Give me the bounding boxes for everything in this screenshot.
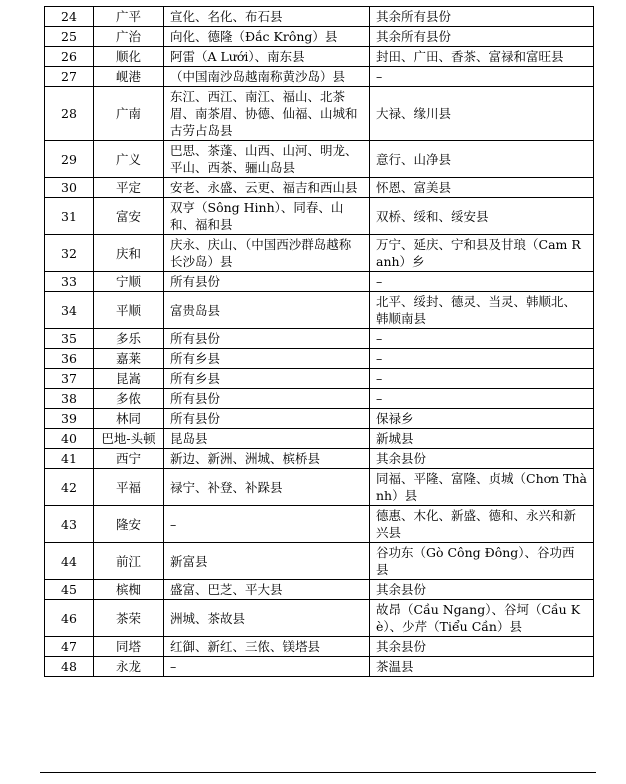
- table-row: [45, 657, 594, 677]
- county-list-b-cell: 双桥、绥和、绥安县: [370, 198, 594, 235]
- table-row: [45, 47, 594, 67]
- table-row: [45, 198, 594, 235]
- province-cell: 同塔: [94, 637, 164, 657]
- row-number-cell: 28: [45, 87, 94, 141]
- province-cell: 广义: [94, 141, 164, 178]
- table-row: [45, 369, 594, 389]
- county-list-a-cell: 安老、永盛、云更、福吉和西山县: [164, 178, 370, 198]
- table-row: [45, 87, 594, 141]
- county-list-b-cell: 故昂（Cầu Ngang）、谷坷（Cầu Kè）、少芹（Tiểu Cần）县: [370, 600, 594, 637]
- province-cell: 巴地-头顿: [94, 429, 164, 449]
- county-list-b-cell: 谷功东（Gò Công Đông）、谷功西县: [370, 543, 594, 580]
- table-row: [45, 292, 594, 329]
- province-cell: 茶荣: [94, 600, 164, 637]
- county-list-b-cell: 茶温县: [370, 657, 594, 677]
- province-cell: 富安: [94, 198, 164, 235]
- county-list-a-cell: （中国南沙岛越南称黄沙岛）县: [164, 67, 370, 87]
- table-row: [45, 600, 594, 637]
- table-row: [45, 409, 594, 429]
- province-cell: 多乐: [94, 329, 164, 349]
- table-row: [45, 329, 594, 349]
- county-list-a-cell: 所有县份: [164, 329, 370, 349]
- county-list-b-cell: 同福、平隆、富隆、贞城（Chơn Thành）县: [370, 469, 594, 506]
- county-list-a-cell: 新边、新洲、洲城、槟桥县: [164, 449, 370, 469]
- row-number-cell: 40: [45, 429, 94, 449]
- county-table: [44, 6, 594, 677]
- row-number-cell: 25: [45, 27, 94, 47]
- county-list-b-cell: 万宁、延庆、宁和县及甘琅（Cam Ranh）乡: [370, 235, 594, 272]
- row-number-cell: 26: [45, 47, 94, 67]
- county-list-a-cell: 新富县: [164, 543, 370, 580]
- county-list-b-cell: 新城县: [370, 429, 594, 449]
- province-cell: 广南: [94, 87, 164, 141]
- row-number-cell: 24: [45, 7, 94, 27]
- county-list-b-cell: 其余县份: [370, 637, 594, 657]
- table-row: [45, 141, 594, 178]
- county-list-a-cell: 双亨（Sông Hinh）、同春、山和、福和县: [164, 198, 370, 235]
- county-list-b-cell: 德惠、木化、新盛、德和、永兴和新兴县: [370, 506, 594, 543]
- county-list-b-cell: –: [370, 389, 594, 409]
- county-list-a-cell: 禄宁、补登、补跺县: [164, 469, 370, 506]
- county-list-b-cell: –: [370, 369, 594, 389]
- province-cell: 槟椥: [94, 580, 164, 600]
- county-list-b-cell: –: [370, 67, 594, 87]
- county-list-b-cell: 其余所有县份: [370, 7, 594, 27]
- county-list-a-cell: 阿雷（A Lưới）、南东县: [164, 47, 370, 67]
- province-cell: 广治: [94, 27, 164, 47]
- province-cell: 昆嵩: [94, 369, 164, 389]
- row-number-cell: 27: [45, 67, 94, 87]
- row-number-cell: 29: [45, 141, 94, 178]
- province-cell: 岘港: [94, 67, 164, 87]
- table-row: [45, 389, 594, 409]
- county-list-a-cell: 巴思、茶蓬、山西、山河、明龙、平山、西茶、骊山岛县: [164, 141, 370, 178]
- province-cell: 平顺: [94, 292, 164, 329]
- row-number-cell: 44: [45, 543, 94, 580]
- county-list-b-cell: 封田、广田、香茶、富禄和富旺县: [370, 47, 594, 67]
- table-row: [45, 543, 594, 580]
- county-list-a-cell: 昆岛县: [164, 429, 370, 449]
- province-cell: 平定: [94, 178, 164, 198]
- row-number-cell: 31: [45, 198, 94, 235]
- county-list-b-cell: 保禄乡: [370, 409, 594, 429]
- table-row: [45, 506, 594, 543]
- county-list-b-cell: –: [370, 329, 594, 349]
- row-number-cell: 45: [45, 580, 94, 600]
- county-list-a-cell: 红御、新红、三侬、镁塔县: [164, 637, 370, 657]
- bottom-rule: [40, 772, 596, 773]
- row-number-cell: 36: [45, 349, 94, 369]
- county-list-a-cell: 所有乡县: [164, 349, 370, 369]
- table-row: [45, 429, 594, 449]
- county-list-b-cell: 其余县份: [370, 449, 594, 469]
- province-cell: 广平: [94, 7, 164, 27]
- county-list-a-cell: 洲城、茶故县: [164, 600, 370, 637]
- table-row: [45, 637, 594, 657]
- table-row: [45, 67, 594, 87]
- county-list-b-cell: 怀恩、富美县: [370, 178, 594, 198]
- province-cell: 庆和: [94, 235, 164, 272]
- row-number-cell: 39: [45, 409, 94, 429]
- row-number-cell: 30: [45, 178, 94, 198]
- table-row: [45, 580, 594, 600]
- table-row: [45, 449, 594, 469]
- county-list-a-cell: 所有县份: [164, 409, 370, 429]
- county-list-b-cell: –: [370, 349, 594, 369]
- table-row: [45, 469, 594, 506]
- county-list-a-cell: 所有县份: [164, 389, 370, 409]
- county-list-b-cell: 大禄、缘川县: [370, 87, 594, 141]
- county-list-a-cell: 盛富、巴芝、平大县: [164, 580, 370, 600]
- county-list-b-cell: 北平、绥封、德灵、当灵、韩顺北、韩顺南县: [370, 292, 594, 329]
- row-number-cell: 43: [45, 506, 94, 543]
- county-list-a-cell: 所有乡县: [164, 369, 370, 389]
- province-cell: 林同: [94, 409, 164, 429]
- county-list-a-cell: 所有县份: [164, 272, 370, 292]
- county-list-a-cell: –: [164, 506, 370, 543]
- county-list-b-cell: –: [370, 272, 594, 292]
- table-body: [45, 7, 594, 677]
- row-number-cell: 48: [45, 657, 94, 677]
- province-cell: 永龙: [94, 657, 164, 677]
- table-row: [45, 27, 594, 47]
- row-number-cell: 46: [45, 600, 94, 637]
- county-list-a-cell: 宣化、名化、布石县: [164, 7, 370, 27]
- county-list-b-cell: 其余所有县份: [370, 27, 594, 47]
- province-cell: 嘉莱: [94, 349, 164, 369]
- row-number-cell: 47: [45, 637, 94, 657]
- county-list-a-cell: 富贵岛县: [164, 292, 370, 329]
- row-number-cell: 42: [45, 469, 94, 506]
- county-list-a-cell: 庆永、庆山、（中国西沙群岛越称长沙岛）县: [164, 235, 370, 272]
- row-number-cell: 35: [45, 329, 94, 349]
- table-row: [45, 178, 594, 198]
- row-number-cell: 41: [45, 449, 94, 469]
- province-cell: 平福: [94, 469, 164, 506]
- province-cell: 隆安: [94, 506, 164, 543]
- province-cell: 多侬: [94, 389, 164, 409]
- row-number-cell: 34: [45, 292, 94, 329]
- table-row: [45, 7, 594, 27]
- province-cell: 前江: [94, 543, 164, 580]
- row-number-cell: 37: [45, 369, 94, 389]
- county-list-a-cell: 向化、德隆（Đắc Krông）县: [164, 27, 370, 47]
- province-cell: 宁顺: [94, 272, 164, 292]
- table-row: [45, 349, 594, 369]
- row-number-cell: 32: [45, 235, 94, 272]
- row-number-cell: 33: [45, 272, 94, 292]
- province-cell: 西宁: [94, 449, 164, 469]
- county-list-b-cell: 其余县份: [370, 580, 594, 600]
- county-list-a-cell: –: [164, 657, 370, 677]
- province-cell: 顺化: [94, 47, 164, 67]
- county-list-b-cell: 意行、山净县: [370, 141, 594, 178]
- county-list-a-cell: 东江、西江、南江、福山、北茶眉、南茶眉、协德、仙福、山城和古劳占岛县: [164, 87, 370, 141]
- table-row: [45, 272, 594, 292]
- row-number-cell: 38: [45, 389, 94, 409]
- table-row: [45, 235, 594, 272]
